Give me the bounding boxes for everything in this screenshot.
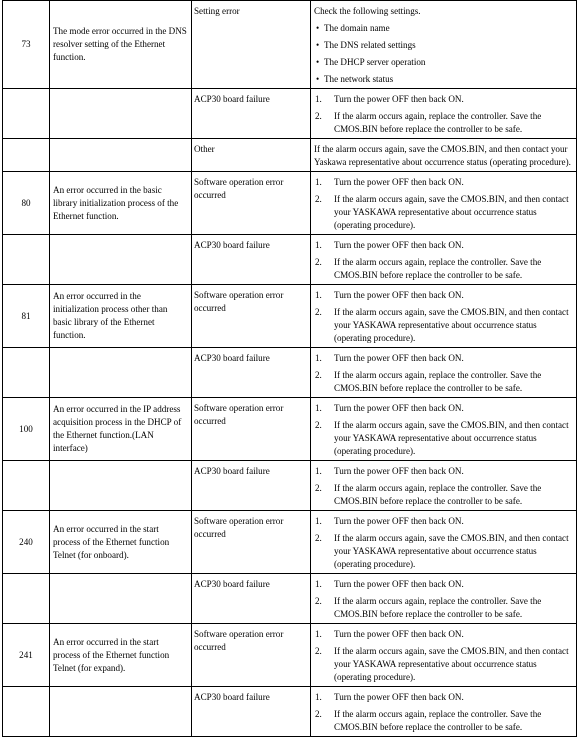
remedy-step [314, 176, 573, 189]
step-text: Turn the power OFF then back ON. [334, 403, 464, 413]
remedy-step [314, 595, 573, 621]
step-text: Turn the power OFF then back ON. [334, 353, 464, 363]
remedy-content [314, 1, 573, 86]
step-text: If the alarm occurs again, save the CMOS.BIN, and then contact your YASKAWA representative about occurrence status (operating procedure). [334, 533, 569, 569]
table-row [3, 574, 577, 624]
cause-text: Software operation error occurred [194, 403, 284, 426]
remedy-step [314, 645, 573, 684]
remedy-step [314, 578, 573, 591]
remedy-step [314, 93, 573, 106]
step-number: 2. [315, 194, 322, 204]
alarm-code-cell: 241 [3, 624, 50, 687]
table-row [3, 624, 577, 687]
remedy-cell [311, 172, 577, 235]
step-number: 2. [315, 420, 322, 430]
remedy-content [314, 285, 573, 345]
step-text: Turn the power OFF then back ON. [334, 240, 464, 250]
step-text: If the alarm occurs again, replace the controller. Save the CMOS.BIN before replace the controller to be safe. [334, 257, 542, 280]
remedy-content [314, 235, 573, 282]
step-number: 1. [315, 177, 322, 187]
meaning-cell: An error occurred in the basic library initialization process of the Ethernet function. [50, 172, 192, 235]
meaning-cell: The mode error occurred in the DNS resolver setting of the Ethernet function. [50, 1, 192, 89]
meaning-cell: An error occurred in the start process of the Ethernet function Telnet (for onboard). [50, 511, 192, 574]
remedy-step [314, 482, 573, 508]
remedy-step [314, 402, 573, 415]
remedy-content [314, 574, 573, 621]
step-text: If the alarm occurs again, replace the controller. Save the CMOS.BIN before replace the controller to be safe. [334, 370, 542, 393]
remedy-cell [311, 398, 577, 461]
remedy-cell [311, 574, 577, 624]
remedy-step [314, 289, 573, 302]
step-text: If the alarm occurs again, replace the controller. Save the CMOS.BIN before replace the controller to be safe. [334, 709, 542, 732]
step-text: If the alarm occurs again, save the CMOS.BIN, and then contact your YASKAWA representative about occurrence status (operating procedure). [334, 194, 569, 230]
remedy-steps [314, 289, 573, 345]
meaning-cell: An error occurred in the start process of the Ethernet function Telnet (for expand). [50, 624, 192, 687]
list-item-text: The network status [324, 74, 394, 84]
alarm-code-cell-empty [3, 89, 50, 139]
step-text: If the alarm occurs again, replace the controller. Save the CMOS.BIN before replace the controller to be safe. [334, 483, 542, 506]
remedy-content [314, 461, 573, 508]
remedy-cell [311, 1, 577, 89]
list-item-text: The domain name [324, 23, 390, 33]
list-item [314, 22, 573, 35]
remedy-step [314, 256, 573, 282]
remedy-step [314, 628, 573, 641]
remedy-steps [314, 578, 573, 621]
bullet-icon: • [316, 57, 320, 67]
meaning-cell-empty [50, 89, 192, 139]
cause-cell [192, 687, 311, 737]
remedy-steps [314, 402, 573, 458]
table-row [3, 1, 577, 89]
meaning-cell-empty [50, 461, 192, 511]
cause-text: ACP30 board failure [194, 94, 270, 104]
remedy-step [314, 515, 573, 528]
step-text: Turn the power OFF then back ON. [334, 177, 464, 187]
step-number: 2. [315, 533, 322, 543]
step-text: If the alarm occurs again, replace the controller. Save the CMOS.BIN before replace the controller to be safe. [334, 111, 542, 134]
step-number: 1. [315, 692, 322, 702]
remedy-cell [311, 285, 577, 348]
step-number: 2. [315, 483, 322, 493]
cause-cell [192, 139, 311, 172]
remedy-cell [311, 624, 577, 687]
table-row [3, 511, 577, 574]
settings-list [314, 22, 573, 86]
alarm-code-cell: 81 [3, 285, 50, 348]
alarm-code-cell: 73 [3, 1, 50, 89]
step-number: 1. [315, 629, 322, 639]
remedy-cell [311, 89, 577, 139]
step-number: 2. [315, 111, 322, 121]
cause-cell [192, 398, 311, 461]
alarm-code-cell-empty [3, 235, 50, 285]
table-row [3, 172, 577, 235]
remedy-cell [311, 461, 577, 511]
table-row [3, 285, 577, 348]
step-number: 2. [315, 257, 322, 267]
meaning-cell-empty [50, 574, 192, 624]
remedy-step [314, 691, 573, 704]
step-number: 1. [315, 94, 322, 104]
cause-text: ACP30 board failure [194, 466, 270, 476]
step-number: 2. [315, 646, 322, 656]
remedy-step [314, 193, 573, 232]
alarm-code-cell: 100 [3, 398, 50, 461]
remedy-intro: Check the following settings. [314, 6, 421, 16]
cause-text: Other [194, 144, 215, 154]
cause-cell [192, 511, 311, 574]
table-row [3, 687, 577, 737]
remedy-step [314, 352, 573, 365]
remedy-cell [311, 348, 577, 398]
cause-cell [192, 1, 311, 89]
cause-cell [192, 172, 311, 235]
cause-text: Software operation error occurred [194, 629, 284, 652]
cause-cell [192, 89, 311, 139]
step-number: 2. [315, 596, 322, 606]
cause-text: Software operation error occurred [194, 177, 284, 200]
step-text: If the alarm occurs again, save the CMOS.BIN, and then contact your YASKAWA representative about occurrence status (operating procedure). [334, 307, 569, 343]
table-row [3, 398, 577, 461]
remedy-step [314, 239, 573, 252]
cause-text: ACP30 board failure [194, 240, 270, 250]
step-text: Turn the power OFF then back ON. [334, 290, 464, 300]
step-text: Turn the power OFF then back ON. [334, 692, 464, 702]
table-row [3, 89, 577, 139]
step-number: 1. [315, 516, 322, 526]
step-text: If the alarm occurs again, save the CMOS.BIN, and then contact your YASKAWA representative about occurrence status (operating procedure). [334, 420, 569, 456]
remedy-step [314, 419, 573, 458]
meaning-cell-empty [50, 687, 192, 737]
meaning-cell-empty [50, 348, 192, 398]
remedy-content [314, 398, 573, 458]
alarm-code-cell-empty [3, 574, 50, 624]
step-text: Turn the power OFF then back ON. [334, 579, 464, 589]
alarm-table [2, 0, 577, 737]
remedy-steps [314, 352, 573, 395]
remedy-text: If the alarm occurs again, save the CMOS.BIN, and then contact your Yaskawa representative about occurrence status (operating procedure). [314, 144, 571, 167]
step-text: If the alarm occurs again, replace the controller. Save the CMOS.BIN before replace the controller to be safe. [334, 596, 542, 619]
remedy-steps [314, 628, 573, 684]
meaning-cell-empty [50, 235, 192, 285]
remedy-step [314, 465, 573, 478]
cause-text: ACP30 board failure [194, 353, 270, 363]
cause-cell [192, 574, 311, 624]
bullet-icon: • [316, 40, 320, 50]
step-number: 2. [315, 307, 322, 317]
remedy-content [314, 172, 573, 232]
step-text: Turn the power OFF then back ON. [334, 466, 464, 476]
remedy-step [314, 369, 573, 395]
alarm-code-cell-empty [3, 348, 50, 398]
remedy-content [314, 687, 573, 734]
remedy-step [314, 306, 573, 345]
alarm-table-body [3, 1, 577, 737]
remedy-cell [311, 139, 577, 172]
list-item-text: The DNS related settings [324, 40, 416, 50]
remedy-steps [314, 93, 573, 136]
cause-cell [192, 285, 311, 348]
remedy-steps [314, 515, 573, 571]
table-row [3, 348, 577, 398]
step-text: Turn the power OFF then back ON. [334, 629, 464, 639]
remedy-content [314, 89, 573, 136]
cause-text: Software operation error occurred [194, 516, 284, 539]
list-item-text: The DHCP server operation [324, 57, 426, 67]
list-item [314, 73, 573, 86]
cause-cell [192, 624, 311, 687]
step-number: 1. [315, 240, 322, 250]
cause-text: Setting error [194, 6, 240, 16]
remedy-cell [311, 687, 577, 737]
alarm-code-cell-empty [3, 461, 50, 511]
cause-cell [192, 461, 311, 511]
cause-cell [192, 235, 311, 285]
bullet-icon: • [316, 74, 320, 84]
remedy-content [314, 624, 573, 684]
cause-text: ACP30 board failure [194, 692, 270, 702]
alarm-code-cell-empty [3, 687, 50, 737]
remedy-cell [311, 511, 577, 574]
remedy-steps [314, 691, 573, 734]
remedy-step [314, 708, 573, 734]
table-row [3, 461, 577, 511]
remedy-content [314, 511, 573, 571]
remedy-cell [311, 235, 577, 285]
alarm-code-cell: 80 [3, 172, 50, 235]
step-number: 2. [315, 370, 322, 380]
table-row [3, 235, 577, 285]
list-item [314, 39, 573, 52]
meaning-cell: An error occurred in the IP address acquisition process in the DHCP of the Ethernet function.(LAN interface) [50, 398, 192, 461]
bullet-icon: • [316, 23, 320, 33]
step-text: Turn the power OFF then back ON. [334, 516, 464, 526]
step-number: 1. [315, 466, 322, 476]
step-text: Turn the power OFF then back ON. [334, 94, 464, 104]
step-text: If the alarm occurs again, save the CMOS.BIN, and then contact your YASKAWA representative about occurrence status (operating procedure). [334, 646, 569, 682]
remedy-steps [314, 465, 573, 508]
remedy-steps [314, 239, 573, 282]
step-number: 2. [315, 709, 322, 719]
step-number: 1. [315, 290, 322, 300]
remedy-steps [314, 176, 573, 232]
remedy-step [314, 532, 573, 571]
remedy-content [314, 348, 573, 395]
alarm-code-cell-empty [3, 139, 50, 172]
cause-cell [192, 348, 311, 398]
step-number: 1. [315, 353, 322, 363]
list-item [314, 56, 573, 69]
table-row [3, 139, 577, 172]
step-number: 1. [315, 403, 322, 413]
step-number: 1. [315, 579, 322, 589]
meaning-cell-empty [50, 139, 192, 172]
remedy-step [314, 110, 573, 136]
cause-text: Software operation error occurred [194, 290, 284, 313]
remedy-content [314, 139, 573, 169]
alarm-code-cell: 240 [3, 511, 50, 574]
meaning-cell: An error occurred in the initialization process other than basic library of the Ethernet function. [50, 285, 192, 348]
cause-text: ACP30 board failure [194, 579, 270, 589]
